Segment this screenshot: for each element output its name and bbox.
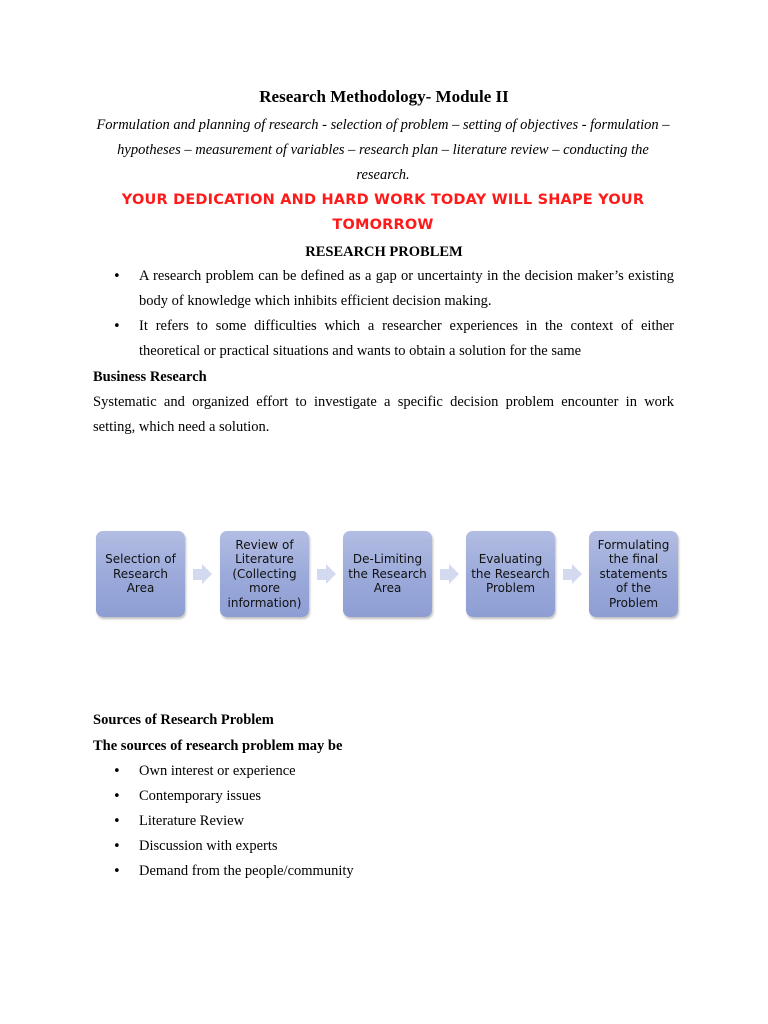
list-item-text: A research problem can be defined as a gap or uncertainty in the decision maker’s existing body of knowledge which inhibits efficient decision making. [139, 268, 674, 309]
list-item-text: It refers to some difficulties which a researcher experiences in the context of either theoretical or practical situations and wants to obtain a solution for the same [139, 318, 674, 359]
research-problem-heading: RESEARCH PROBLEM [305, 244, 463, 260]
bullet-icon: • [113, 319, 121, 334]
sources-heading: Sources of Research Problem [93, 712, 274, 728]
flow-step-selection [96, 531, 185, 617]
sources-bullet-list [93, 759, 674, 884]
flow-step-delimiting [343, 531, 432, 617]
flow-step-label: De-Limiting the Research Area [348, 552, 427, 596]
bullet-icon: • [113, 764, 121, 779]
list-item-text: Contemporary issues [139, 788, 262, 804]
list-item [93, 784, 674, 809]
flow-step-label: Selection of Research Area [105, 552, 176, 596]
list-item-text: Demand from the people/community [139, 863, 354, 879]
list-item [93, 759, 674, 784]
list-item [93, 314, 674, 364]
list-item [93, 859, 674, 884]
flow-step-formulating [589, 531, 678, 617]
bullet-icon: • [113, 864, 121, 879]
list-item [93, 264, 674, 314]
motivational-motto: YOUR DEDICATION AND HARD WORK TODAY WILL SHAPE YOUR TOMORROW [121, 192, 645, 233]
flow-step-label: Formulating the final statements of the Problem [597, 537, 670, 610]
sources-subheading: The sources of research problem may be [93, 738, 343, 754]
flow-step-review [220, 531, 309, 617]
list-item [93, 809, 674, 834]
bullet-icon: • [113, 839, 121, 854]
list-item-text: Literature Review [139, 813, 245, 829]
list-item [93, 834, 674, 859]
bullet-icon: • [113, 814, 121, 829]
list-item-text: Own interest or experience [139, 763, 296, 779]
research-process-flowchart [96, 531, 680, 619]
document-title: Research Methodology- Module II [259, 87, 509, 106]
research-problem-bullet-list [93, 264, 674, 364]
business-research-paragraph: Systematic and organized effort to investigate a specific decision problem encounter in work setting, which need a solution. [93, 394, 674, 435]
bullet-icon: • [113, 789, 121, 804]
flow-step-label: Evaluating the Research Problem [471, 552, 550, 596]
flow-step-label: Review of Literature (Collecting more information) [227, 537, 302, 610]
module-topics-subtitle: Formulation and planning of research - selection of problem – setting of objectives - formulation – hypotheses – measurement of variables – research plan – literature review – conducting the research. [96, 117, 670, 183]
business-research-heading: Business Research [93, 369, 207, 385]
list-item-text: Discussion with experts [139, 838, 278, 854]
flow-step-evaluating [466, 531, 555, 617]
bullet-icon: • [113, 269, 121, 284]
